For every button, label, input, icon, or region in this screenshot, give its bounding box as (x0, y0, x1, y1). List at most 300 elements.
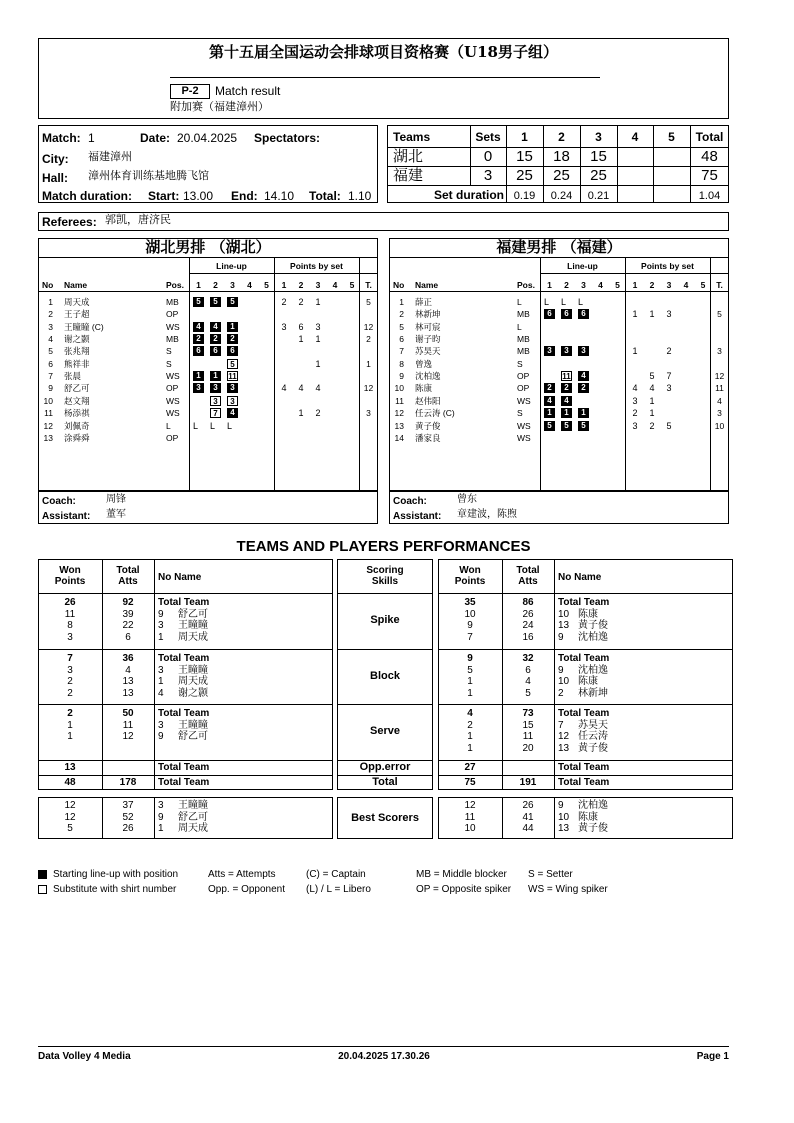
team-total-atts: 32 (522, 653, 534, 664)
player-won-points: 1 (467, 742, 473, 754)
rule (438, 704, 733, 705)
player-number: 6 (399, 334, 404, 345)
player-total: 3 (717, 408, 722, 419)
team-won-points: 35 (464, 597, 476, 608)
opp-error-label: Opp.error (359, 761, 411, 773)
lineup-start: 2 (193, 334, 204, 344)
roster-title: 湖北男排 （湖北） (145, 238, 271, 256)
team-won-points: 9 (467, 653, 473, 664)
team-label: Total Team (158, 708, 210, 719)
player-name: 张晨 (64, 371, 82, 382)
best-player-number: 10 (558, 811, 570, 823)
roster-title: 福建男排 （福建） (496, 238, 622, 256)
rule (359, 257, 360, 491)
player-total-atts: 11 (522, 731, 534, 742)
player-name: 陈康 (415, 383, 433, 394)
score-total: 48 (701, 148, 718, 165)
lineup-start: 6 (210, 346, 221, 356)
player-total: 1 (366, 358, 371, 369)
lineup-start: 2 (561, 383, 572, 393)
legend-captain: (C) = Captain (306, 869, 366, 880)
player-total: 2 (366, 334, 371, 345)
player-position: WS (517, 420, 531, 431)
player-name: 潘家良 (415, 432, 441, 443)
legend-libero: (L) / L = Libero (306, 884, 371, 895)
player-name: 曾逸 (415, 358, 433, 369)
player-total: 3 (717, 346, 722, 357)
set-points: 2 (298, 297, 304, 307)
end-label: End: (231, 189, 258, 203)
team-total-atts: 92 (122, 597, 134, 608)
set-points: 6 (298, 321, 304, 332)
lineup-set-header: 2 (564, 280, 569, 290)
no-name-header: No Name (158, 572, 202, 583)
score-total: 75 (701, 167, 718, 184)
name-header: Name (64, 280, 88, 290)
grand-total-won-points: 75 (464, 777, 476, 788)
player-number: 13 (558, 620, 570, 631)
t-header: T. (365, 280, 372, 290)
player-total: 3 (366, 408, 371, 419)
player-total-atts: 26 (522, 608, 534, 620)
player-name: 林新坤 (415, 309, 441, 320)
player-won-points: 3 (67, 664, 73, 676)
player-won-points: 1 (67, 719, 73, 731)
coach-name: 曾东 (457, 494, 477, 505)
player-number: 5 (399, 321, 404, 332)
lineup-libero: L (544, 297, 550, 307)
match-number: 1 (88, 131, 95, 145)
team-total-atts: 36 (122, 653, 134, 664)
date-label: Date: (140, 131, 171, 145)
lineup-start: 6 (578, 309, 589, 319)
match-start: 13.00 (183, 189, 214, 203)
player-position: S (517, 408, 523, 419)
lineup-start: 6 (544, 309, 555, 319)
team-total-atts: 86 (522, 597, 534, 608)
score-header-teams: Teams (393, 130, 431, 144)
coach-label: Coach: (393, 496, 427, 507)
scoring-skills-header: Scoring Skills (366, 565, 404, 587)
player-position: MB (517, 346, 530, 357)
player-position: L (517, 321, 522, 332)
team-won-points: 7 (67, 653, 73, 664)
player-number: 9 (558, 631, 564, 643)
set-points: 4 (281, 383, 287, 394)
player-name: 周天成 (178, 676, 208, 687)
rule (389, 291, 729, 292)
rule (38, 704, 333, 705)
legend-op: OP = Opposite spiker (416, 884, 512, 895)
best-player-name: 周天成 (178, 823, 208, 834)
player-won-points: 3 (67, 631, 73, 643)
lineup-sub: 3 (227, 396, 238, 406)
points-set-header: 4 (683, 280, 689, 290)
skill-label: Serve (370, 725, 400, 737)
player-number: 3 (48, 321, 53, 332)
set-points: 3 (666, 309, 672, 320)
set-points: 2 (281, 297, 287, 307)
set-points: 5 (649, 371, 655, 382)
team-won-points: 2 (67, 708, 73, 719)
player-number: 2 (399, 309, 404, 320)
lineup-start: 1 (544, 408, 555, 418)
score-set1: 25 (516, 167, 533, 184)
lineup-header: Line-up (216, 261, 247, 271)
rule (337, 704, 433, 705)
lineup-start: 6 (227, 346, 238, 356)
lineup-set-header: 1 (547, 280, 552, 290)
player-name: 苏昊天 (578, 719, 608, 731)
grand-total-total-atts: 191 (519, 777, 537, 788)
set-points: 3 (666, 383, 672, 394)
player-name: 谢之颢 (178, 687, 208, 699)
best-scorers-label: Best Scorers (351, 812, 419, 824)
player-number: 14 (394, 432, 404, 443)
lineup-start: 5 (227, 297, 238, 307)
best-player-name: 王瞳瞳 (178, 800, 208, 811)
lineup-set-header: 5 (615, 280, 620, 290)
total-duration: 1.04 (698, 190, 721, 202)
player-total: 12 (363, 321, 374, 332)
player-name: 王瞳瞳 (178, 719, 208, 731)
lineup-start: 2 (578, 383, 589, 393)
player-position: WS (166, 408, 180, 419)
rule (38, 593, 333, 594)
player-number: 1 (399, 297, 404, 307)
best-player-number: 13 (558, 823, 570, 834)
lineup-sub: 11 (228, 372, 237, 382)
best-player-number: 1 (158, 823, 164, 834)
player-total: 10 (714, 420, 725, 431)
player-won-points: 2 (467, 719, 473, 731)
player-name: 陈康 (578, 676, 598, 687)
match-date: 20.04.2025 (177, 131, 238, 145)
lineup-start: 1 (193, 371, 204, 381)
footer-right: Page 1 (696, 1051, 729, 1062)
assistant-label: Assistant: (393, 511, 442, 522)
title-rule (170, 77, 600, 78)
player-name: 任云涛 (C) (415, 408, 455, 419)
set-points: 1 (298, 334, 304, 345)
player-number: 13 (394, 420, 404, 431)
lineup-start: 3 (227, 383, 238, 393)
page-title: 第十五届全国运动会排球项目资格赛（U18男子组） (209, 43, 558, 61)
opp-error-team-label: Total Team (158, 762, 210, 773)
grand-total-team-label: Total Team (158, 777, 210, 788)
player-name: 王瞳瞳 (C) (64, 321, 104, 332)
player-number: 6 (48, 358, 53, 369)
opp-error-won-points: 27 (464, 762, 476, 773)
performances-title: TEAMS AND PLAYERS PERFORMANCES (236, 538, 531, 555)
lineup-sub: 5 (227, 359, 238, 369)
set-points: 2 (632, 408, 638, 419)
set-points: 3 (315, 321, 321, 332)
lineup-start: 4 (210, 322, 221, 332)
best-total-atts: 26 (122, 823, 134, 834)
lineup-libero: L (227, 420, 233, 431)
player-total: 5 (366, 297, 371, 307)
player-won-points: 1 (467, 731, 473, 742)
player-number: 1 (158, 631, 164, 643)
spectators-label: Spectators: (254, 131, 321, 145)
player-total-atts: 15 (522, 719, 534, 731)
player-name: 谢之颢 (64, 334, 90, 345)
player-number: 5 (48, 346, 53, 357)
rule (625, 257, 626, 491)
set-points: 3 (632, 420, 638, 431)
player-number: 9 (399, 371, 404, 382)
points-set-header: 4 (332, 280, 338, 290)
no-name-header: No Name (558, 572, 602, 583)
won-points-header: Won Points (454, 565, 486, 587)
won-points-header: Won Points (54, 565, 86, 587)
points-set-header: 5 (349, 280, 355, 290)
player-name: 熊祥非 (64, 358, 90, 369)
score-row-teamA (387, 148, 729, 166)
player-number: 12 (558, 731, 570, 742)
set-duration-1: 0.19 (513, 190, 536, 202)
player-won-points: 1 (467, 687, 473, 699)
rule (189, 273, 378, 274)
player-name: 黄子俊 (415, 420, 441, 431)
match-label: Match: (42, 131, 81, 145)
score-header-set5: 5 (668, 130, 675, 144)
score-header-set1: 1 (521, 130, 528, 144)
points-set-header: 3 (666, 280, 672, 290)
assistant-name: 章建波，陈煦 (457, 509, 517, 520)
player-number: 1 (48, 297, 53, 307)
lineup-start: 5 (561, 421, 572, 431)
player-number: 7 (48, 371, 53, 382)
lineup-start: 1 (227, 322, 238, 332)
score-sets: 0 (483, 148, 493, 165)
player-total-atts: 39 (122, 608, 134, 620)
player-position: OP (166, 309, 179, 320)
footer-rule (38, 1046, 729, 1047)
score-set3: 25 (590, 167, 607, 184)
skill-label: Block (370, 669, 400, 682)
total-atts-header: Total Atts (116, 565, 140, 587)
player-won-points: 7 (467, 631, 473, 643)
set-duration-label: Set duration (433, 188, 504, 202)
lineup-set-header: 1 (196, 280, 201, 290)
lineup-start: 3 (578, 346, 589, 356)
best-won-points: 10 (464, 823, 476, 834)
best-total-atts: 37 (122, 800, 134, 811)
lineup-start: 5 (544, 421, 555, 431)
rule (337, 649, 433, 650)
lineup-libero: L (193, 420, 199, 431)
lineup-libero: L (561, 297, 567, 307)
score-header-total: Total (695, 130, 724, 144)
set-points: 1 (632, 309, 638, 320)
player-number: 11 (44, 408, 53, 419)
rule (540, 273, 729, 274)
player-name: 张兆翔 (64, 346, 90, 357)
set-points: 4 (298, 383, 304, 394)
set-points: 3 (632, 395, 638, 406)
set-points: 1 (649, 408, 655, 419)
match-total: 1.10 (348, 189, 372, 203)
grand-total-team-label: Total Team (558, 777, 610, 788)
score-set2: 25 (553, 167, 570, 184)
set-points: 4 (649, 383, 655, 394)
team-label: Total Team (558, 597, 610, 608)
lineup-set-header: 4 (247, 280, 252, 290)
lineup-start: 4 (561, 396, 572, 406)
player-total-atts: 20 (522, 742, 534, 754)
legend-starting: Starting line-up with position (53, 869, 179, 880)
player-name: 周天成 (64, 297, 90, 307)
match-city: 福建漳州 (88, 151, 132, 163)
lineup-start: 6 (193, 346, 204, 356)
skill-label: Spike (370, 614, 400, 626)
player-won-points: 2 (67, 687, 73, 699)
player-number: 9 (558, 664, 564, 676)
player-total-atts: 13 (122, 676, 134, 687)
rule (38, 257, 378, 258)
best-total-atts: 26 (522, 800, 534, 811)
referees-names: 郭凯，唐济民 (105, 214, 171, 226)
player-name: 林新坤 (578, 687, 608, 699)
player-name: 黄子俊 (578, 620, 608, 631)
player-position: S (517, 358, 523, 369)
player-position: L (166, 420, 171, 431)
set-points: 1 (315, 358, 321, 369)
team-label: Total Team (558, 708, 610, 719)
score-team-name: 湖北 (393, 148, 424, 165)
player-number: 12 (394, 408, 404, 419)
best-player-name: 舒乙可 (178, 811, 208, 823)
player-position: MB (517, 334, 530, 345)
player-position: MB (517, 309, 530, 320)
player-number: 4 (158, 687, 164, 699)
player-name: 沈柏逸 (578, 631, 608, 643)
player-number: 10 (558, 676, 570, 687)
player-position: WS (517, 432, 531, 443)
legend-mb: MB = Middle blocker (416, 869, 507, 880)
assistant-name: 董军 (106, 509, 126, 520)
legend-s: S = Setter (528, 869, 573, 880)
player-number: 4 (48, 334, 53, 345)
lineup-start: 5 (193, 297, 204, 307)
player-total: 12 (363, 383, 374, 394)
lineup-start: 3 (544, 346, 555, 356)
player-total-atts: 5 (525, 687, 531, 699)
set-points: 4 (632, 383, 638, 394)
best-won-points: 12 (64, 800, 76, 811)
pos-header: Pos. (166, 280, 184, 290)
footer-center: 20.04.2025 17.30.26 (338, 1051, 430, 1062)
lineup-set-header: 5 (264, 280, 269, 290)
player-name: 苏昊天 (415, 346, 441, 357)
score-set1: 15 (516, 148, 533, 165)
opp-error-team-label: Total Team (558, 762, 610, 773)
player-number: 8 (399, 358, 404, 369)
best-player-name: 沈柏逸 (578, 800, 608, 811)
player-name: 舒乙可 (64, 383, 90, 394)
player-total-atts: 4 (125, 664, 131, 676)
player-position: S (166, 358, 172, 369)
assistant-label: Assistant: (42, 511, 91, 522)
player-number: 3 (158, 719, 164, 731)
player-name: 任云涛 (578, 731, 608, 742)
score-header-set3: 3 (595, 130, 602, 144)
player-won-points: 2 (67, 676, 73, 687)
opp-error-won-points: 13 (64, 762, 76, 773)
set-points: 1 (632, 346, 638, 357)
player-position: WS (166, 371, 180, 382)
score-team-name: 福建 (393, 167, 424, 184)
points-set-header: 2 (649, 280, 655, 290)
score-header-sets: Sets (475, 130, 501, 144)
player-name: 沈柏逸 (415, 371, 441, 382)
set-duration-3: 0.21 (587, 190, 610, 202)
player-name: 杨添祺 (64, 408, 90, 419)
player-position: MB (166, 334, 179, 345)
set-points: 2 (649, 420, 655, 431)
player-name: 舒乙可 (178, 731, 208, 742)
no-header: No (42, 280, 54, 290)
team-total-atts: 73 (522, 708, 534, 719)
player-number: 11 (395, 395, 404, 406)
points-header: Points by set (290, 261, 343, 271)
team-label: Total Team (558, 653, 610, 664)
lineup-set-header: 3 (230, 280, 235, 290)
player-position: OP (517, 383, 530, 394)
best-player-name: 陈康 (578, 811, 598, 823)
points-header: Points by set (641, 261, 694, 271)
rule (38, 775, 333, 776)
best-player-number: 3 (158, 800, 164, 811)
player-number: 12 (43, 420, 53, 431)
rule (438, 775, 733, 776)
player-name: 涂舜舜 (64, 432, 90, 443)
lineup-start: 5 (578, 421, 589, 431)
player-number: 7 (399, 346, 404, 357)
player-name: 王子超 (64, 309, 90, 320)
rule (554, 797, 555, 839)
player-total-atts: 6 (525, 664, 531, 676)
lineup-start: 4 (227, 408, 238, 418)
score-header-set4: 4 (631, 130, 639, 144)
best-total-atts: 41 (522, 811, 534, 823)
lineup-start: 3 (193, 383, 204, 393)
player-won-points: 9 (467, 620, 473, 631)
points-set-header: 1 (632, 280, 638, 290)
player-number: 13 (558, 742, 570, 754)
player-total-atts: 12 (122, 731, 134, 742)
lineup-sub: 3 (210, 396, 221, 406)
set-points: 3 (281, 321, 287, 332)
name-header: Name (415, 280, 439, 290)
player-number: 9 (158, 608, 164, 620)
player-number: 2 (48, 309, 53, 320)
player-total-atts: 6 (125, 631, 131, 643)
lineup-start: 6 (561, 309, 572, 319)
roster-box (389, 238, 729, 491)
best-won-points: 11 (464, 811, 476, 823)
player-total-atts: 4 (525, 676, 531, 687)
legend-substitute: Substitute with shirt number (53, 884, 177, 895)
best-player-number: 9 (158, 811, 164, 823)
total-atts-header: Total Atts (516, 565, 540, 587)
team-label: Total Team (158, 597, 210, 608)
lineup-set-header: 3 (581, 280, 586, 290)
team-won-points: 4 (467, 708, 473, 719)
lineup-sub: 11 (562, 372, 571, 382)
